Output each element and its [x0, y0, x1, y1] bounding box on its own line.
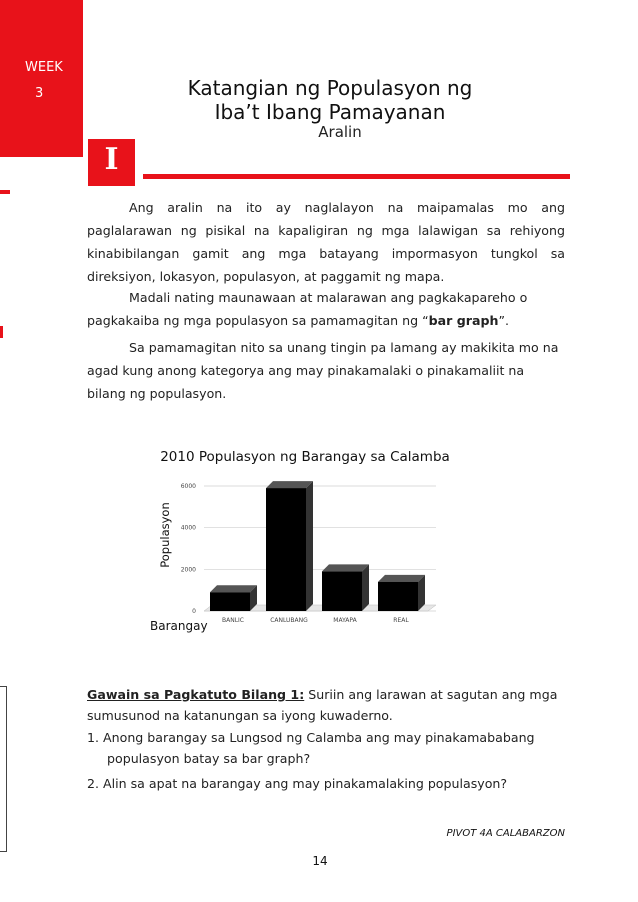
chart-y-axis-label: Populasyon — [158, 502, 172, 568]
question-1 — [87, 727, 565, 769]
bar-top — [210, 585, 257, 592]
bar-graph-text: Madali nating maunawaan at malarawan ang pagkakapareho o pagkakaiba ng mga populasyon sa pamamagitan ng “ — [87, 290, 528, 328]
page-title — [150, 76, 510, 124]
bar-top — [266, 481, 313, 488]
margin-box — [0, 686, 7, 852]
y-tick-label: 0 — [192, 608, 196, 615]
section-divider — [143, 174, 570, 179]
y-tick-label: 2000 — [180, 566, 196, 574]
bar — [322, 571, 362, 611]
section-subtitle: Aralin — [318, 123, 362, 141]
edge-marker — [0, 326, 3, 338]
bar-top — [378, 575, 425, 582]
intro-paragraph — [87, 196, 565, 288]
x-tick-label: BANLIC — [221, 617, 245, 624]
activity-instruction — [87, 684, 565, 726]
chart-title: 2010 Populasyon ng Barangay sa Calamba — [160, 449, 450, 465]
x-tick-label: REAL — [393, 617, 409, 624]
bar — [378, 582, 418, 611]
x-tick-label: MAYAPA — [333, 617, 357, 624]
x-tick-label: CANLUBANG — [270, 617, 308, 624]
week-number: 3 — [35, 86, 44, 101]
title-line-1: Katangian ng Populasyon ng — [187, 76, 473, 100]
question-2: 2. Alin sa apat na barangay ang may pinakamalaking populasyon? — [87, 776, 508, 791]
bar-side — [306, 481, 313, 611]
title-line-2: Iba’t Ibang Pamayanan — [214, 100, 446, 124]
bar-graph-text-end: ”. — [498, 313, 510, 328]
footer-region: PIVOT 4A CALABARZON — [446, 828, 565, 839]
activity-title: Gawain sa Pagkatuto Bilang 1: — [87, 687, 305, 702]
bar-top — [322, 564, 369, 571]
page-number: 14 — [312, 854, 328, 868]
bar-chart — [170, 470, 440, 640]
question-1-line-1: 1. Anong barangay sa Lungsod ng Calamba ang may pinakamababang — [87, 730, 535, 745]
bar-side — [362, 564, 369, 611]
chart-x-axis-label: Barangay — [150, 619, 208, 633]
bar — [210, 592, 250, 611]
y-tick-label: 6000 — [180, 483, 196, 490]
bar-graph-keyword: bar graph — [428, 313, 499, 328]
section-letter: I — [104, 142, 119, 177]
week-banner — [0, 0, 83, 157]
purpose-paragraph — [87, 336, 565, 405]
y-tick-label: 4000 — [180, 524, 196, 532]
purpose-text: Sa pamamagitan nito sa unang tingin pa lamang ay makikita mo na agad kung anong kategorya ang may pinakamalaki o pinakamaliit na bilang ng populasyon. — [87, 340, 559, 401]
bar-graph-paragraph — [87, 286, 565, 332]
question-1-line-2: populasyon batay sa bar graph? — [107, 751, 311, 766]
week-label: WEEK — [25, 60, 63, 75]
intro-text: Ang aralin na ito ay naglalayon na maipamalas mo ang paglalarawan ng pisikal na kapaligiran ng mga lalawigan sa rehiyong kinabibilangan gamit ang mga batayang impormasyon tungkol sa direksiyon, lokasyon, populasyon, at paggamit ng mapa. — [87, 200, 565, 284]
edge-marker — [0, 190, 10, 194]
bar — [266, 488, 306, 611]
activity-text: Suriin ang larawan at sagutan ang mga sumusunod na katanungan sa iyong kuwaderno. — [87, 687, 558, 723]
